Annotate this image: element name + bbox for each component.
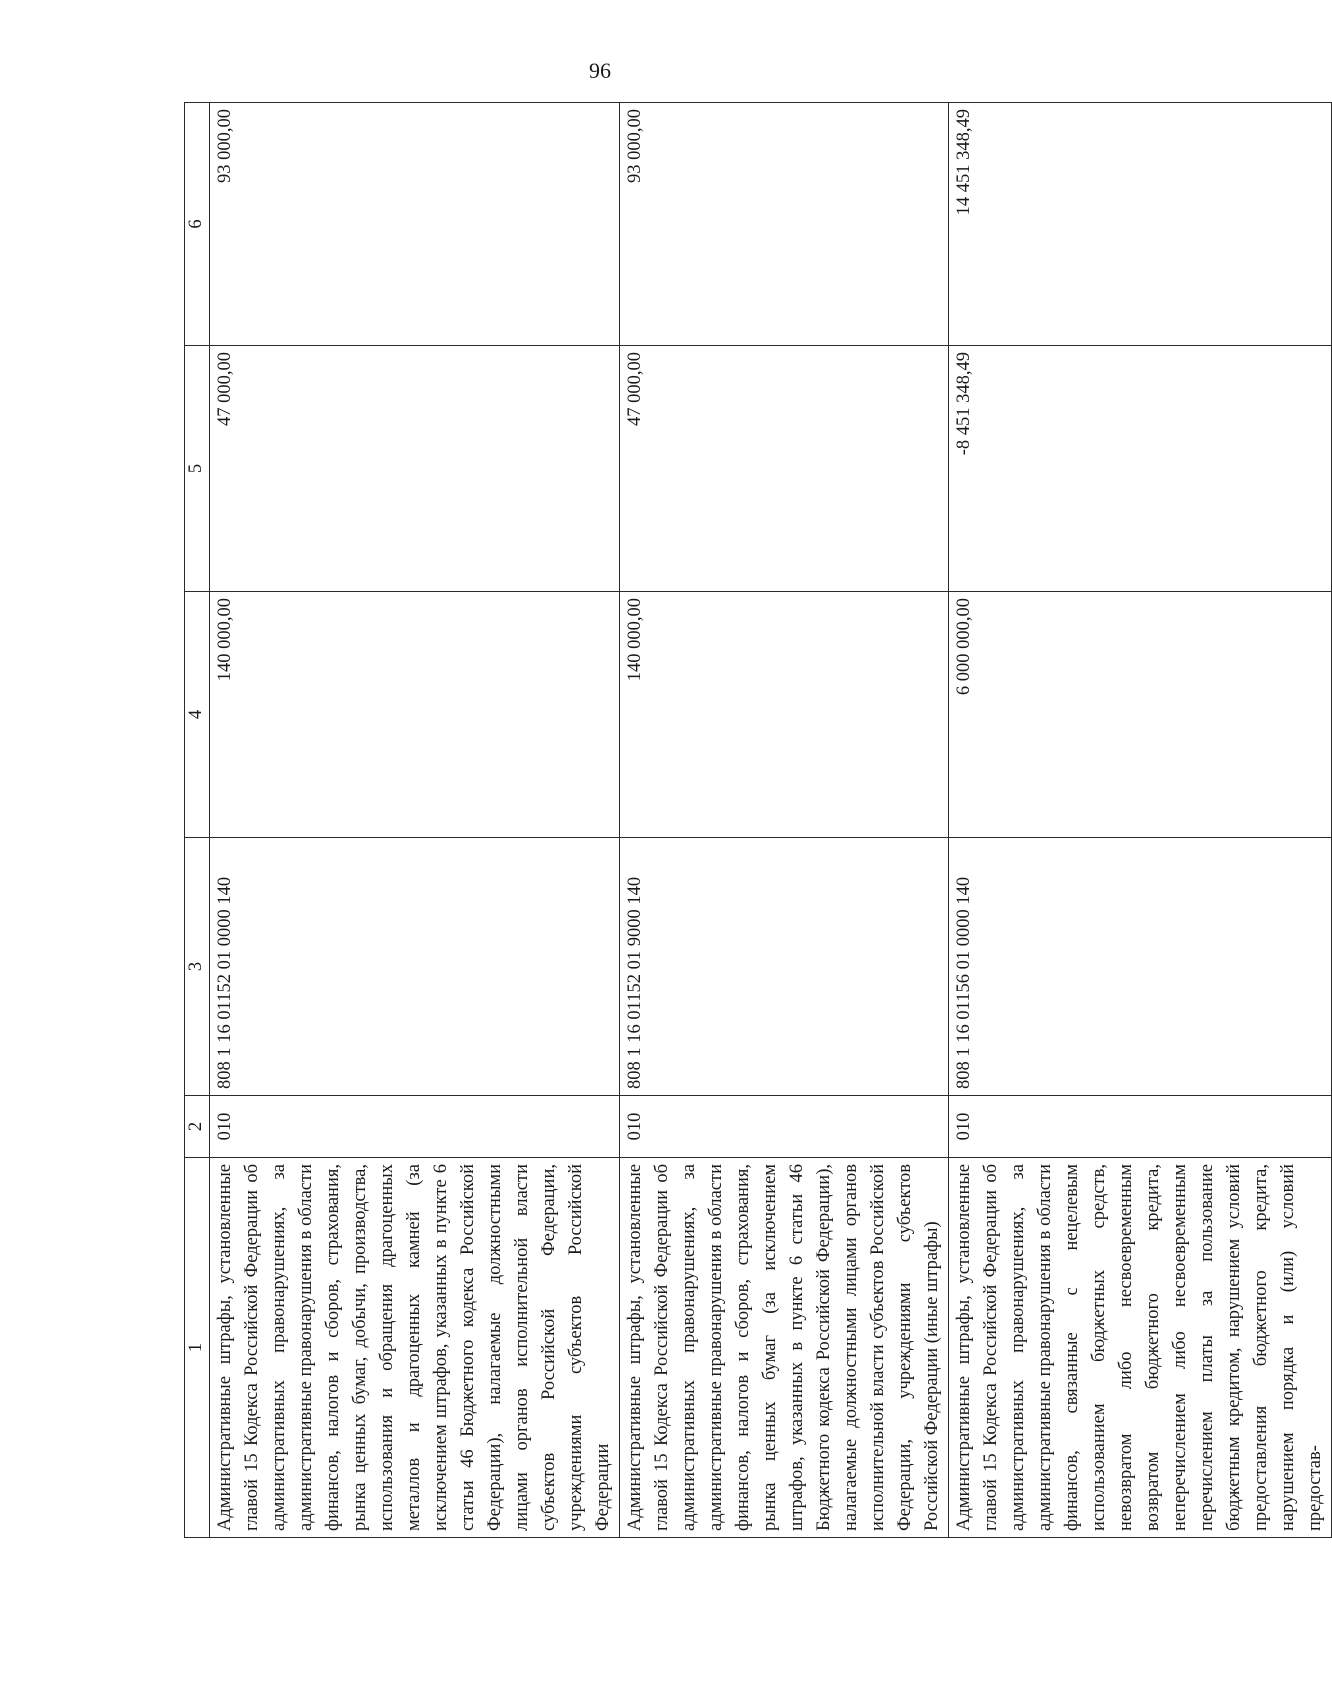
row-value-col6: 14 451 348,49 [949, 103, 1332, 346]
row-description: Административные штрафы, установленные главой 15 Кодекса Российской Федерации об административных правонарушениях, за административные правонарушения в области финансов, налогов и сборов, страхования, рынка ценных бумаг, добычи, производства, использования и обращения драгоценных металлов и драгоценных камней (за исключением штрафов, указанных в пункте 6 статьи 46 Бюджетного кодекса Российской Федерации), налагаемые должностными лицами органов исполнительной власти субъектов Российской Федерации, учреждениями субъектов Российской Федерации [210, 1158, 620, 1538]
row-budget-code: 808 1 16 01152 01 9000 140 [620, 838, 949, 1096]
income-table [184, 102, 1332, 1538]
row-budget-code: 808 1 16 01152 01 0000 140 [210, 838, 620, 1096]
row-value-col6: 93 000,00 [620, 103, 949, 346]
table-row [620, 103, 949, 1538]
row-description: Административные штрафы, установленные главой 15 Кодекса Российской Федерации об административных правонарушениях, за административные правонарушения в области финансов, связанные с нецелевым использованием бюджетных средств, невозвратом либо несвоевременным возвратом бюджетного кредита, неперечислением либо несвоевременным перечислением платы за пользование бюджетным кредитом, нарушением условий предоставления бюджетного кредита, нарушением порядка и (или) условий предостав- [949, 1158, 1332, 1538]
row-value-col4: 140 000,00 [620, 592, 949, 838]
table-row [949, 103, 1332, 1538]
row-value-col6: 93 000,00 [210, 103, 620, 346]
column-header-1: 1 [185, 1158, 210, 1538]
column-header-2: 2 [185, 1096, 210, 1158]
rotated-table-container [184, 103, 1325, 1538]
row-value-col4: 140 000,00 [210, 592, 620, 838]
row-value-col5: -8 451 348,49 [949, 346, 1332, 592]
column-header-5: 5 [185, 346, 210, 592]
row-description: Административные штрафы, установленные главой 15 Кодекса Российской Федерации об административных правонарушениях, за административные правонарушения в области финансов, налогов и сборов, страхования, рынка ценных бумаг (за исключением штрафов, указанных в пункте 6 статьи 46 Бюджетного кодекса Российской Федерации), налагаемые должностными лицами органов исполнительной власти субъектов Российской Федерации, учреждениями субъектов Российской Федерации (иные штрафы) [620, 1158, 949, 1538]
row-line-code: 010 [620, 1096, 949, 1158]
table-header-row [185, 103, 210, 1538]
row-value-col5: 47 000,00 [210, 346, 620, 592]
row-line-code: 010 [949, 1096, 1332, 1158]
row-line-code: 010 [210, 1096, 620, 1158]
table-row [210, 103, 620, 1538]
column-header-3: 3 [185, 838, 210, 1096]
column-header-4: 4 [185, 592, 210, 838]
column-header-6: 6 [185, 103, 210, 346]
row-value-col4: 6 000 000,00 [949, 592, 1332, 838]
row-budget-code: 808 1 16 01156 01 0000 140 [949, 838, 1332, 1096]
page-number: 96 [589, 58, 611, 83]
row-value-col5: 47 000,00 [620, 346, 949, 592]
table-frame [184, 103, 1325, 1538]
